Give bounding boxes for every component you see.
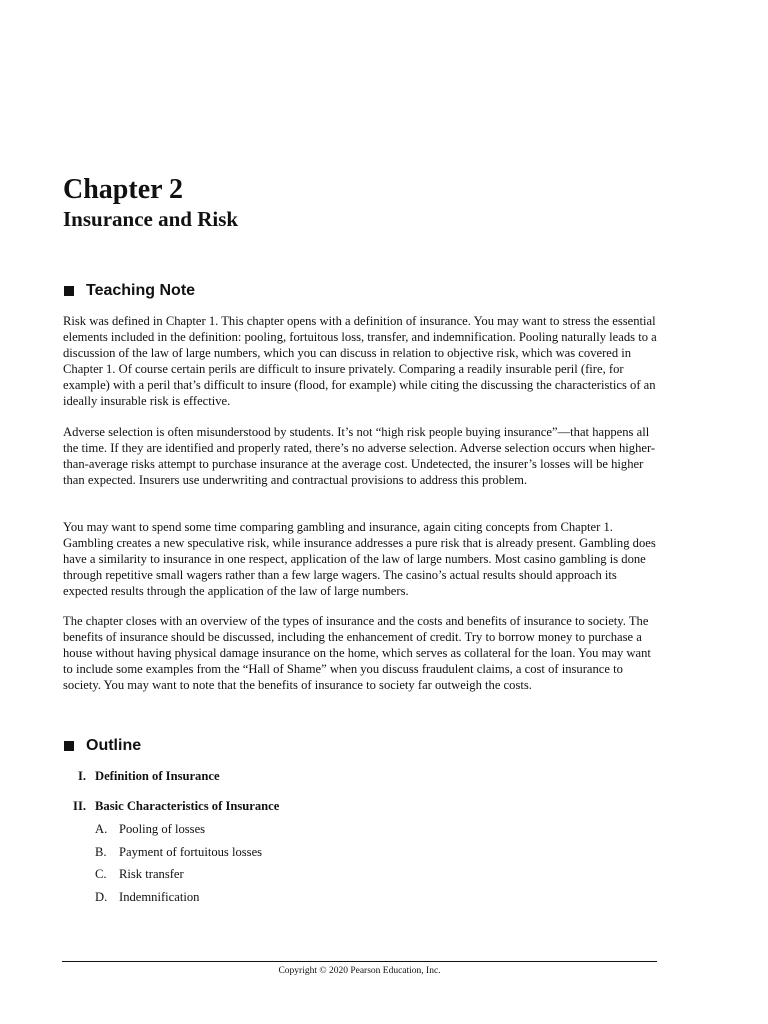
teaching-note-paragraph: The chapter closes with an overview of the types of insurance and the costs and benefits of insurance to society. The benefits of insurance should be discussed, including the enhancement of credit. Try to borrow money to purchase a house without having physical damage insurance on the home, which serves as collateral for the loan. You may want to include some examples from the “Hall of Shame” when you discuss fraudulent claims, a cost of insurance to society. You may want to note that the benefits of insurance to society far outweigh the costs. xyxy=(63,614,651,692)
outline-heading-label: Outline xyxy=(86,737,142,754)
copyright-footer: Copyright © 2020 Pearson Education, Inc. xyxy=(278,966,441,976)
chapter-subtitle: Insurance and Risk xyxy=(63,207,239,231)
outline-subitem-letter: C. xyxy=(95,867,107,881)
outline-item-number: II. xyxy=(73,799,86,813)
teaching-note-paragraph: You may want to spend some time comparing gambling and insurance, again citing concepts from Chapter 1. Gambling creates a new speculative risk, while insurance addresses a pure risk that is already present. Gambling does have a similarity to insurance in one respect, application of the law of large numbers. Most casino gambling is done through repetitive small wagers rather than a few large wagers. The casino’s actual results should approach its expected results through the application of the law of large numbers. xyxy=(63,520,656,598)
outline-item-label: Definition of Insurance xyxy=(95,769,220,783)
square-bullet-icon xyxy=(64,286,74,296)
outline-subitem xyxy=(95,844,262,860)
outline-subitem-label: Risk transfer xyxy=(119,867,184,881)
outline-subitem-label: Payment of fortuitous losses xyxy=(119,845,263,859)
outline-item xyxy=(64,798,279,814)
teaching-note-paragraph: Adverse selection is often misunderstood by students. It’s not “high risk people buying insurance”—that happens all the time. If they are identified and properly rated, there’s no adverse selection. Adverse selection occurs when higher-than-average risks attempt to purchase insurance at the average cost. Undetected, the insurer’s losses will be higher than expected. Insurers use underwriting and contractual provisions to address this problem. xyxy=(63,425,656,487)
teaching-note-heading-label: Teaching Note xyxy=(86,282,196,299)
outline-subitem xyxy=(95,866,184,882)
teaching-note-paragraph: Risk was defined in Chapter 1. This chapter opens with a definition of insurance. You may want to stress the essential elements included in the definition: pooling, fortuitous loss, transfer, and indemnification. Pooling naturally leads to a discussion of the law of large numbers, which you can discuss in relation to objective risk, which was covered in Chapter 1. Of course certain perils are difficult to insure privately. Comparing a readily insurable peril (fire, for example) with a peril that’s difficult to insure (flood, for example) while citing the discussing the characteristics of an ideally insurable risk is effective. xyxy=(63,314,657,408)
outline-subitem-letter: B. xyxy=(95,845,107,859)
outline-subitem-letter: D. xyxy=(95,890,108,904)
outline-item-label: Basic Characteristics of Insurance xyxy=(95,799,280,813)
square-bullet-icon xyxy=(64,741,74,751)
outline-item-number: I. xyxy=(77,769,86,783)
chapter-title: Chapter 2 xyxy=(63,174,184,205)
outline-subitem-label: Pooling of losses xyxy=(119,822,206,836)
outline-subitem xyxy=(95,821,205,837)
footer-divider xyxy=(62,961,657,962)
outline-subitem-letter: A. xyxy=(95,822,108,836)
outline-subitem xyxy=(95,889,199,905)
outline-item xyxy=(64,768,220,784)
outline-subitem-label: Indemnification xyxy=(119,890,200,904)
outline-heading xyxy=(64,736,141,756)
teaching-note-heading xyxy=(64,281,195,301)
